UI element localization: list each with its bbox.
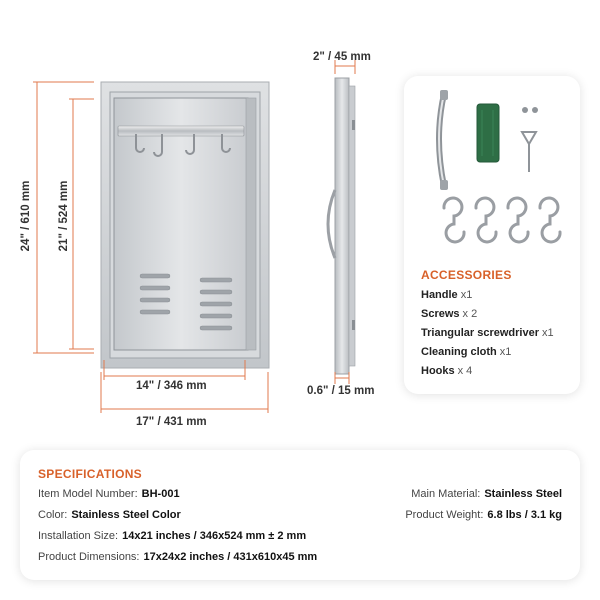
door-side-view [300,0,390,440]
spec-main-material: Main Material: Stainless Steel [411,488,562,500]
inner-height-dimension-label: 21" / 524 mm [58,180,70,252]
spec-model-number: Item Model Number: BH-001 [38,488,180,500]
spec-product-weight: Product Weight: 6.8 lbs / 3.1 kg [405,509,562,521]
door-front-view [0,0,300,440]
cleaning-cloth-icon [477,104,499,162]
screws-icon [522,107,538,113]
inner-width-dimension-label: 14" / 346 mm [136,380,207,392]
accessory-item: Screws x 2 [421,308,478,320]
accessory-item: Handle x1 [421,289,473,301]
hooks-icon [444,198,560,242]
handle-icon [439,90,448,190]
triangular-screwdriver-icon [522,132,536,172]
outer-width-dimension-label: 17" / 431 mm [136,416,207,428]
depth-dimension-label: 2" / 45 mm [313,51,371,63]
spec-installation-size: Installation Size: 14x21 inches / 346x524 mm ± 2 mm [38,530,307,542]
accessory-item: Hooks x 4 [421,365,473,377]
accessory-item: Cleaning cloth x1 [421,346,512,358]
accessories-title: ACCESSORIES [421,268,512,282]
specifications-card [20,450,580,580]
spec-product-dimensions: Product Dimensions: 17x24x2 inches / 431x610x45 mm [38,551,318,563]
accessories-card [404,76,580,394]
thickness-dimension-label: 0.6" / 15 mm [307,385,375,397]
accessories-illustration [404,76,580,256]
accessory-item: Triangular screwdriver x1 [421,327,554,339]
spec-color: Color: Stainless Steel Color [38,509,181,521]
specifications-title: SPECIFICATIONS [38,467,142,481]
outer-height-dimension-label: 24" / 610 mm [20,180,32,252]
